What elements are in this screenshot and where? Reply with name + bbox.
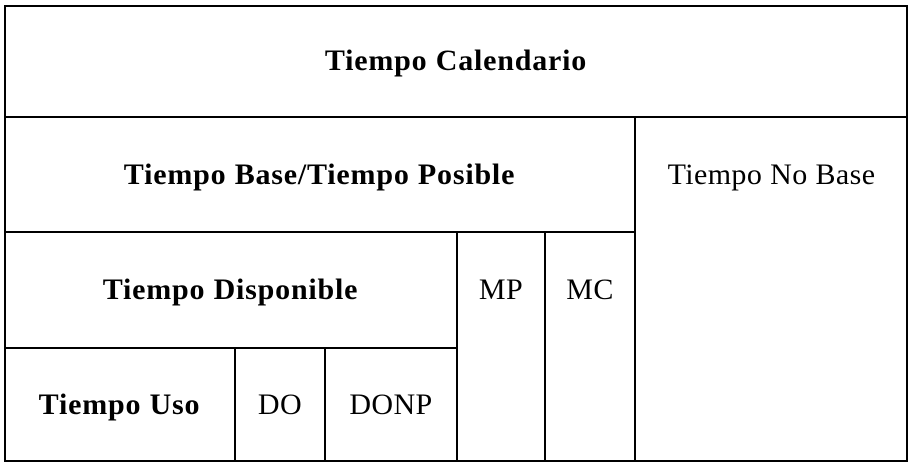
- label-tiempo-base-posible: Tiempo Base/Tiempo Posible: [123, 157, 516, 191]
- label-tiempo-uso: Tiempo Uso: [38, 388, 201, 421]
- label-donp: DONP: [349, 388, 433, 421]
- divider-below-disponible: [4, 347, 457, 349]
- divider-below-base: [4, 231, 635, 233]
- divider-left-of-mp: [456, 232, 458, 462]
- divider-mp-mc: [544, 232, 546, 462]
- label-mp: MP: [478, 273, 524, 306]
- label-mc: MC: [566, 273, 614, 306]
- divider-left-of-no-base: [634, 117, 636, 462]
- label-tiempo-no-base: Tiempo No Base: [667, 157, 876, 191]
- label-tiempo-calendario: Tiempo Calendario: [324, 44, 588, 77]
- divider-do-donp: [324, 348, 326, 462]
- label-tiempo-disponible: Tiempo Disponible: [102, 273, 359, 306]
- label-do: DO: [257, 388, 303, 421]
- divider-below-calendario: [4, 116, 908, 118]
- divider-uso-do: [234, 348, 236, 462]
